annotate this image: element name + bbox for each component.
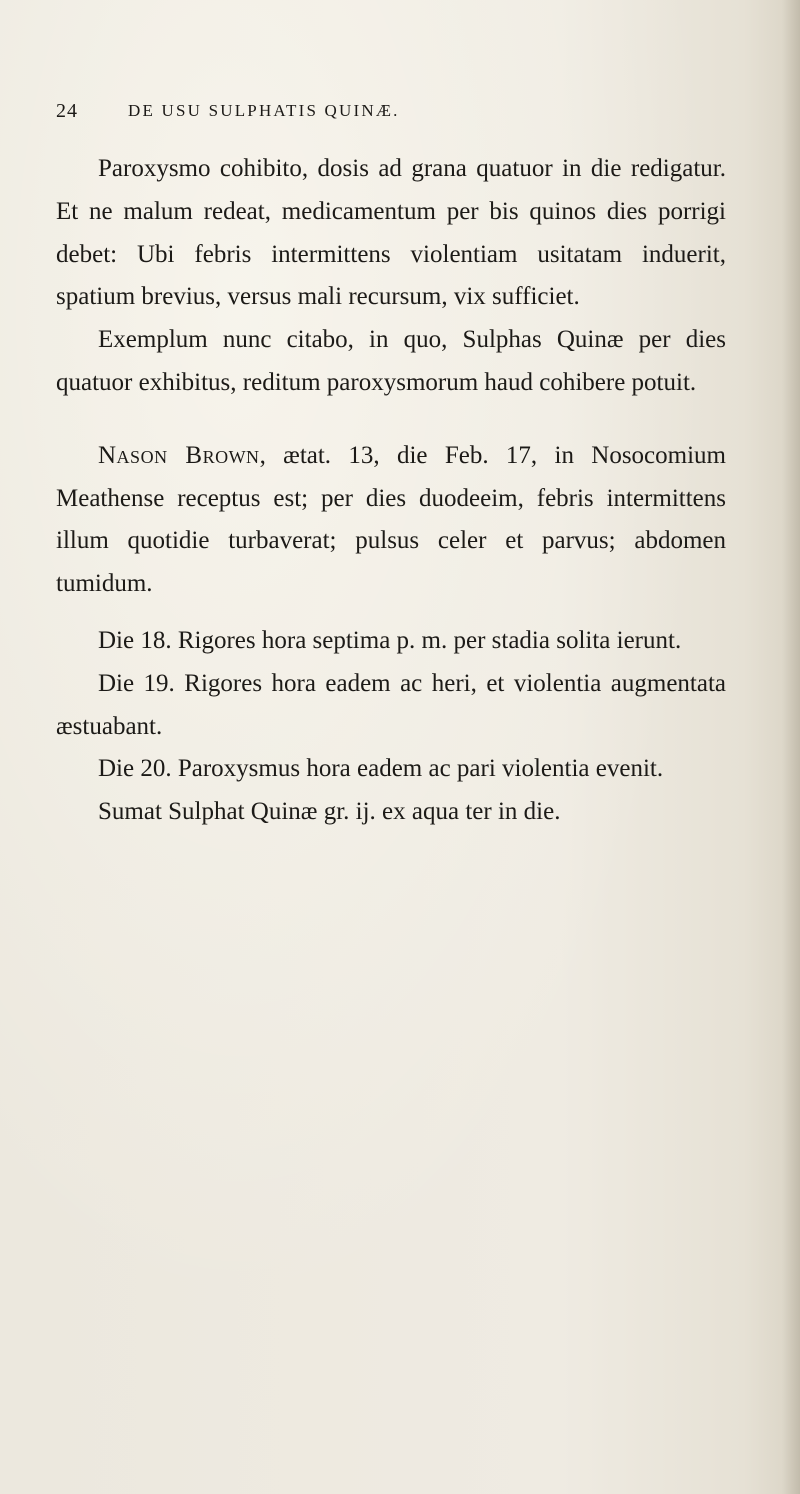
paragraph-day-18: Die 18. Rigores hora septima p. m. per stadia solita ierunt. (98, 626, 682, 654)
paragraph-day-19: Die 19. Rigores hora eadem ac heri, et violentia augmentata æstuabant. (56, 669, 726, 740)
body-text (56, 148, 726, 834)
patient-name: Nason Brown (98, 441, 260, 469)
page-header (56, 100, 616, 130)
page-edge-shadow (782, 0, 800, 1494)
running-title: DE USU SULPHATIS QUINÆ. (128, 101, 400, 120)
paragraph-example-intro: Exemplum nunc citabo, in quo, Sulphas Quinæ per dies quatuor exhibitus, reditum paroxysmorum haud cohibere potuit. (56, 326, 726, 396)
paragraph-case-history (56, 435, 726, 606)
paragraph-prescription: Sumat Sulphat Quinæ gr. ij. ex aqua ter in die. (98, 798, 561, 826)
page-number: 24 (56, 100, 78, 122)
paragraph-dosage: Paroxysmo cohibito, dosis ad grana quatuor in die redigatur. Et ne malum redeat, medicamentum per bis quinos dies porrigi debet: Ubi febris intermittens violentiam usitatam induerit, spatium brevius, versus mali recursum, vix sufficiet. (56, 155, 726, 311)
case-history-text: , ætat. 13, die Feb. 17, in Nosocomium Meathense receptus est; per dies duodeeim, febris intermittens illum quotidie turbaverat; pulsus celer et parvus; abdomen tumidum. (56, 441, 726, 598)
paragraph-day-20: Die 20. Paroxysmus hora eadem ac pari violentia evenit. (98, 755, 664, 783)
